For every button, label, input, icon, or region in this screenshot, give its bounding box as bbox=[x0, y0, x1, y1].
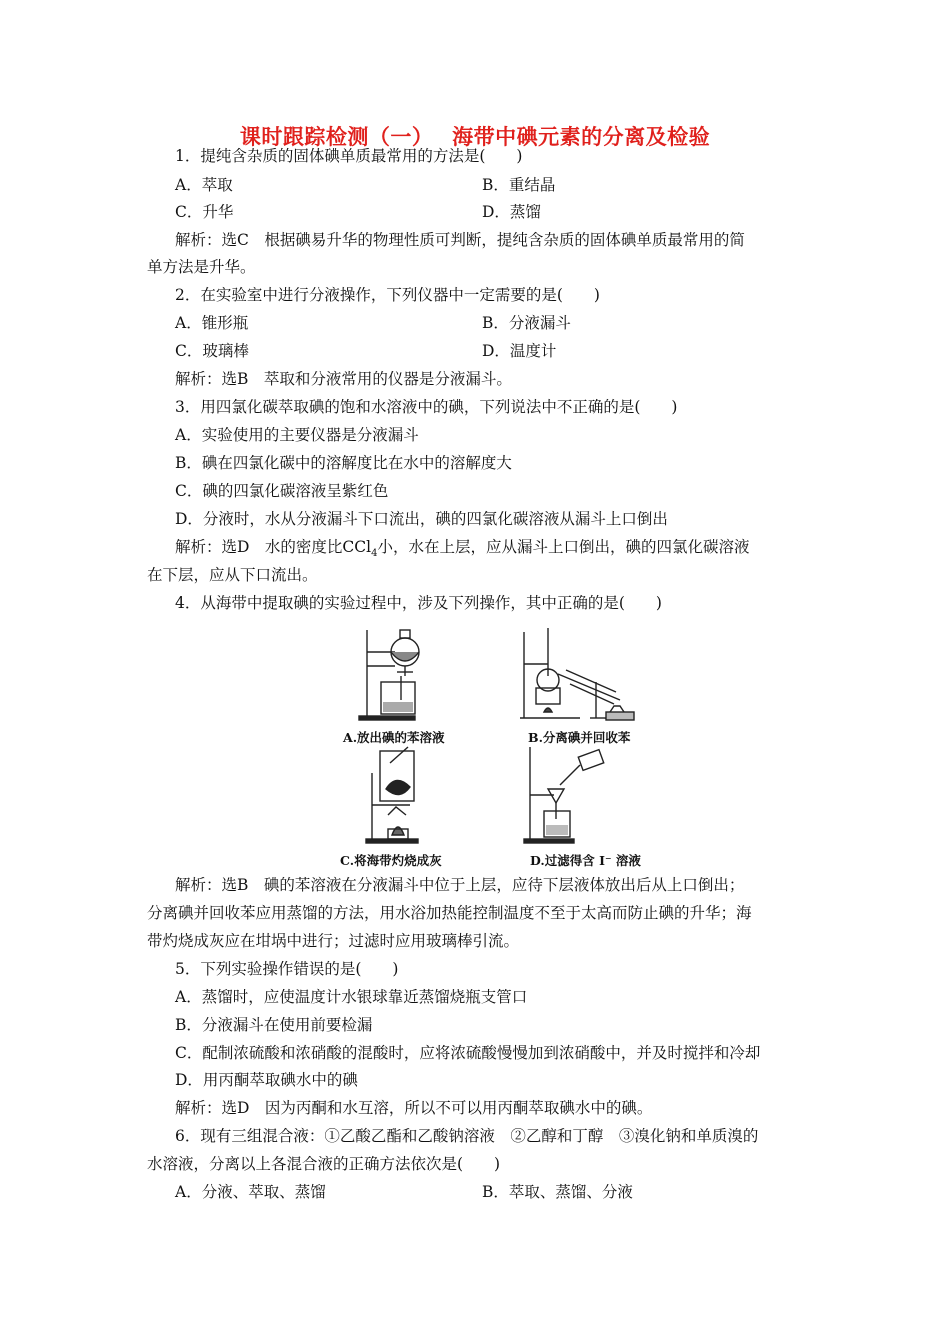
q2-stem: 2．在实验室中进行分液操作，下列仪器中一定需要的是( ) bbox=[175, 286, 600, 304]
q4-explanation-line1: 解析：选B 碘的苯溶液在分液漏斗中位于上层，应待下层液体放出后从上口倒出； bbox=[175, 876, 745, 894]
figure-c-caption: C.将海带灼烧成灰 bbox=[340, 853, 442, 868]
figure-a-caption: A.放出碘的苯溶液 bbox=[343, 730, 445, 745]
q3-explanation-line1 bbox=[175, 536, 750, 565]
q5-option-c: C．配制浓硫酸和浓硝酸的混酸时，应将浓硫酸慢慢加到浓硝酸中，并及时搅拌和冷却 bbox=[175, 1044, 761, 1062]
q3-explanation-subscript: 4 bbox=[371, 548, 378, 560]
q6-stem-line2: 水溶液，分离以上各混合液的正确方法依次是( ) bbox=[147, 1155, 501, 1173]
q1-option-d: D．蒸馏 bbox=[482, 203, 541, 221]
q1-explanation-line2: 单方法是升华。 bbox=[147, 258, 256, 276]
figure-c-burning bbox=[360, 745, 440, 845]
q3-option-b: B．碘在四氯化碳中的溶解度比在水中的溶解度大 bbox=[175, 454, 512, 472]
figure-b-caption: B.分离碘并回收苯 bbox=[528, 730, 631, 745]
figure-d-filtration bbox=[520, 745, 610, 845]
figure-d-caption: D.过滤得含 I⁻ 溶液 bbox=[530, 853, 641, 868]
q6-stem-line1: 6．现有三组混合液：①乙酸乙酯和乙酸钠溶液 ②乙醇和丁醇 ③溴化钠和单质溴的 bbox=[175, 1127, 759, 1145]
q5-option-d: D．用丙酮萃取碘水中的碘 bbox=[175, 1071, 358, 1089]
figure-a-separatory-funnel bbox=[355, 622, 445, 722]
q6-option-a: A．分液、萃取、蒸馏 bbox=[175, 1183, 326, 1201]
q5-option-b: B．分液漏斗在使用前要检漏 bbox=[175, 1016, 373, 1034]
q5-option-a: A．蒸馏时，应使温度计水银球靠近蒸馏烧瓶支管口 bbox=[175, 988, 528, 1006]
q5-explanation: 解析：选D 因为丙酮和水互溶，所以不可以用丙酮萃取碘水中的碘。 bbox=[175, 1099, 653, 1117]
q3-explanation-part1: 解析：选D 水的密度比CCl bbox=[175, 538, 372, 556]
q2-option-c: C．玻璃棒 bbox=[175, 342, 249, 360]
q3-option-d: D．分液时，水从分液漏斗下口流出，碘的四氯化碳溶液从漏斗上口倒出 bbox=[175, 510, 668, 528]
page-title: 课时跟踪检测（一） 海带中碘元素的分离及检验 bbox=[239, 125, 711, 149]
q1-explanation-line1: 解析：选C 根据碘易升华的物理性质可判断，提纯含杂质的固体碘单质最常用的简 bbox=[175, 231, 745, 249]
q4-explanation-line3: 带灼烧成灰应在坩埚中进行；过滤时应用玻璃棒引流。 bbox=[147, 932, 520, 950]
q2-option-a: A．锥形瓶 bbox=[175, 314, 249, 332]
q3-explanation-line2: 在下层，应从下口流出。 bbox=[147, 566, 318, 584]
q1-option-a: A．萃取 bbox=[175, 176, 233, 194]
q5-stem: 5．下列实验操作错误的是( ) bbox=[175, 960, 399, 978]
q2-explanation: 解析：选B 萃取和分液常用的仪器是分液漏斗。 bbox=[175, 370, 512, 388]
q2-option-d: D．温度计 bbox=[482, 342, 557, 360]
q1-option-b: B．重结晶 bbox=[482, 176, 556, 194]
q4-explanation-line2: 分离碘并回收苯应用蒸馏的方法，用水浴加热能控制温度不至于太高而防止碘的升华；海 bbox=[147, 904, 752, 922]
q3-stem: 3．用四氯化碳萃取碘的饱和水溶液中的碘，下列说法中不正确的是( ) bbox=[175, 398, 678, 416]
q1-stem: 1．提纯含杂质的固体碘单质最常用的方法是( ) bbox=[175, 147, 523, 165]
q3-option-c: C．碘的四氯化碳溶液呈紫红色 bbox=[175, 482, 389, 500]
q3-explanation-part2: 小，水在上层，应从漏斗上口倒出，碘的四氯化碳溶液 bbox=[377, 538, 750, 556]
q6-option-b: B．萃取、蒸馏、分液 bbox=[482, 1183, 633, 1201]
q3-option-a: A．实验使用的主要仪器是分液漏斗 bbox=[175, 426, 419, 444]
q1-option-c: C．升华 bbox=[175, 203, 234, 221]
figure-b-distillation bbox=[510, 622, 640, 722]
q4-stem: 4．从海带中提取碘的实验过程中，涉及下列操作，其中正确的是( ) bbox=[175, 594, 662, 612]
q2-option-b: B．分液漏斗 bbox=[482, 314, 571, 332]
